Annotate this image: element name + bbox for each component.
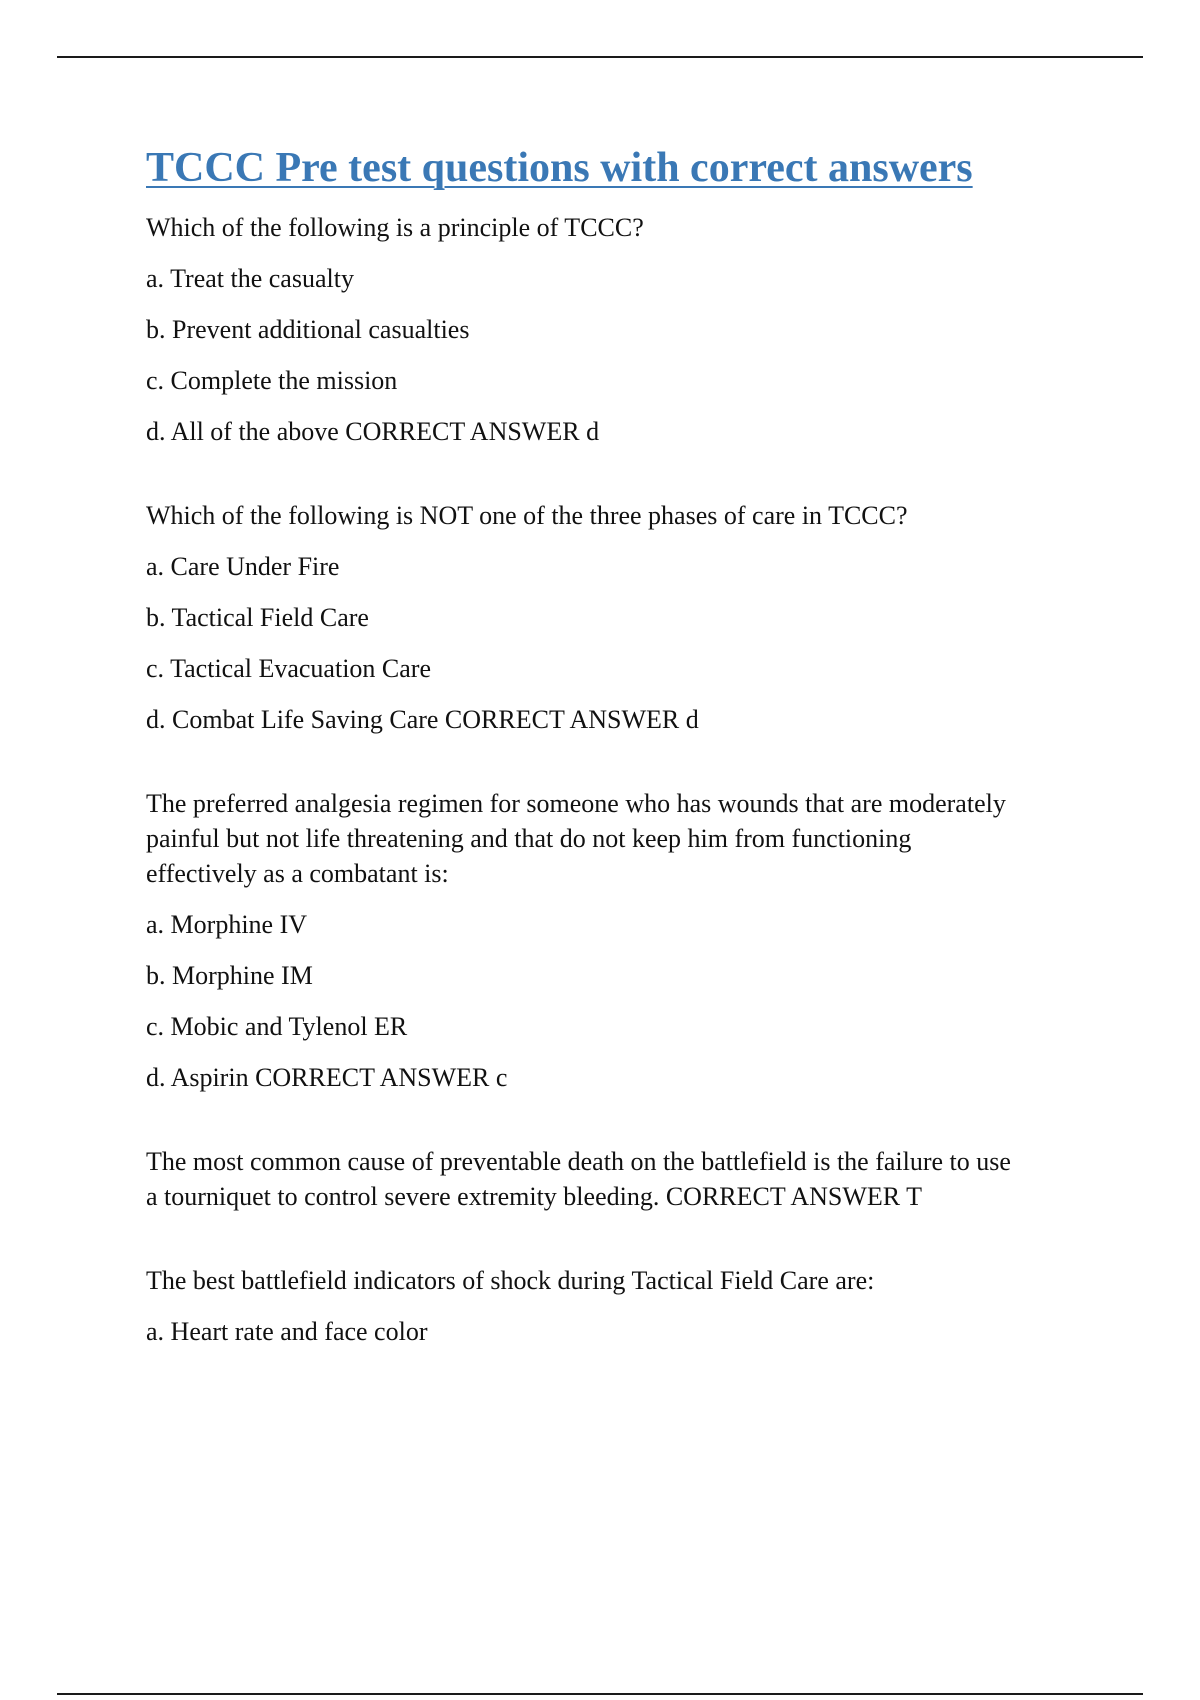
question-4 xyxy=(146,1144,1106,1214)
question-3 xyxy=(146,786,1106,1095)
question-2-option-b: b. Tactical Field Care xyxy=(146,603,369,632)
question-3-text-line-3: effectively as a combatant is: xyxy=(146,859,449,888)
question-3-text-line-1: The preferred analgesia regimen for someone who has wounds that are moderately xyxy=(146,789,1006,818)
question-3-option-d-with-answer: d. Aspirin CORRECT ANSWER c xyxy=(146,1063,508,1092)
question-1-option-b: b. Prevent additional casualties xyxy=(146,315,470,344)
document-title[interactable]: TCCC Pre test questions with correct answers xyxy=(146,145,973,191)
question-4-text-with-answer xyxy=(146,1144,1106,1214)
question-1-option-d-with-answer: d. All of the above CORRECT ANSWER d xyxy=(146,417,600,446)
bottom-rule xyxy=(57,1693,1143,1695)
top-rule xyxy=(57,56,1143,58)
question-1 xyxy=(146,210,1106,449)
question-3-option-a: a. Morphine IV xyxy=(146,910,308,939)
question-2-option-a: a. Care Under Fire xyxy=(146,552,340,581)
question-5-option-a: a. Heart rate and face color xyxy=(146,1317,428,1346)
question-5-text: The best battlefield indicators of shock during Tactical Field Care are: xyxy=(146,1266,875,1295)
question-3-option-c: c. Mobic and Tylenol ER xyxy=(146,1012,408,1041)
question-2-option-c: c. Tactical Evacuation Care xyxy=(146,654,431,683)
question-1-option-a: a. Treat the casualty xyxy=(146,264,354,293)
question-1-text: Which of the following is a principle of TCCC? xyxy=(146,213,644,242)
question-2-option-d-with-answer: d. Combat Life Saving Care CORRECT ANSWER d xyxy=(146,705,699,734)
question-4-text-line-2: a tourniquet to control severe extremity bleeding. CORRECT ANSWER T xyxy=(146,1182,923,1211)
document-body xyxy=(146,140,1106,1349)
question-3-text-line-2: painful but not life threatening and that do not keep him from functioning xyxy=(146,824,912,853)
question-1-option-c: c. Complete the mission xyxy=(146,366,398,395)
question-3-option-b: b. Morphine IM xyxy=(146,961,313,990)
question-2-text: Which of the following is NOT one of the three phases of care in TCCC? xyxy=(146,501,908,530)
question-4-text-line-1: The most common cause of preventable death on the battlefield is the failure to use xyxy=(146,1147,1011,1176)
question-3-text xyxy=(146,786,1106,891)
question-2 xyxy=(146,498,1106,737)
question-5 xyxy=(146,1263,1106,1349)
